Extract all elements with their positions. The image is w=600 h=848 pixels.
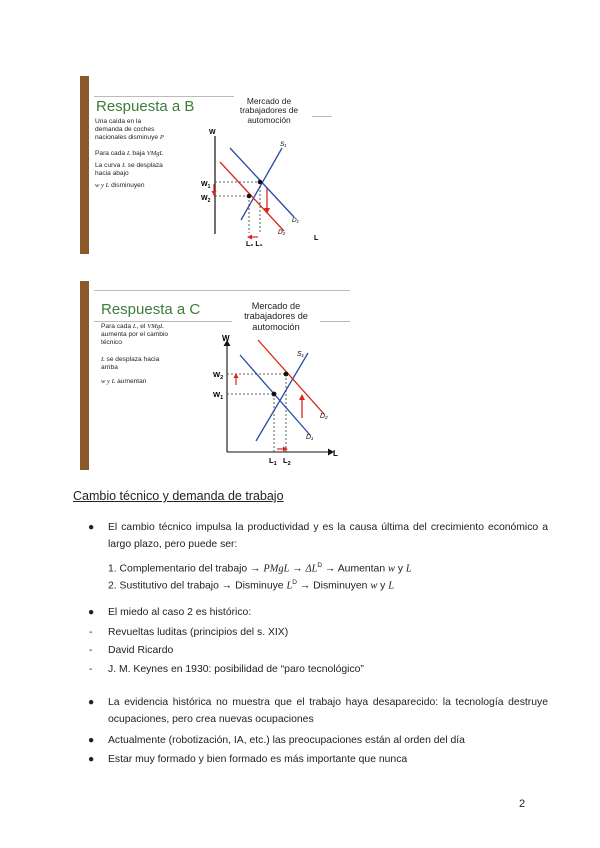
bullet-icon: ● [88,754,95,765]
section-title: Cambio técnico y demanda de trabajo [73,489,284,503]
tick-label-w2: $W_2$ [201,195,211,204]
curve-label-d2: D₂ [278,229,286,236]
tick-label-w1: $W_1$ [213,390,224,401]
bullet-text: El cambio técnico impulsa la productividad y es la causa última del crecimiento económico a largo plazo, pero puede ser: [108,522,548,550]
slide-title: Respuesta a B [96,98,195,115]
slide-bullet: Una caída en la demanda de coches nacionales disminuye P [95,118,164,142]
axis-label-w: W [209,129,216,136]
equilibrium-point [272,392,277,397]
market-label: Mercado de trabajadores de automoción [239,96,299,125]
quantity-arrow-icon [247,235,252,240]
tick-label-w1: $W_1$ [201,181,211,190]
bullet-icon: ● [88,697,95,708]
axis-label-l: L [333,449,338,458]
market-label: Mercado de trabajadores de automoción [244,301,308,332]
slide-respuesta-b [80,76,345,254]
equilibrium-point [258,180,263,185]
quantity-arrow-icon [283,447,288,452]
bullet-text: Estar muy formado y bien formado es más importante que nunca [108,754,408,765]
slide-bullet: L se desplaza hacia arriba [101,356,160,372]
dash-text: J. M. Keynes en 1930: posibilidad de “paro tecnológico” [108,664,364,675]
curve-label-s1: S₁ [297,351,304,358]
supply-curve-s1 [241,148,282,220]
curve-label-d2: D₂ [320,413,328,420]
tick-label-l1: $L_1$ [269,456,277,467]
tick-label-l2: $L_2$ [283,456,291,467]
slide-bullet: w y L disminuyen [95,182,145,189]
bullet-text: Actualmente (robotización, IA, etc.) las preocupaciones están al orden del día [108,735,465,746]
labor-market-chart-b [80,76,345,254]
equilibrium-point [284,372,289,377]
page-number: 2 [519,798,526,810]
slide-bullet: La curva L se desplaza hacia abajo [95,162,163,178]
bullet-icon: ● [88,522,95,533]
equilibrium-point [247,194,252,199]
slide-bullet: Para cada L baja VMgL [95,150,164,157]
curve-label-s1: S₁ [280,141,287,148]
labor-market-chart-c [80,281,355,470]
wage-arrow-icon [212,191,217,196]
slide-bullet: Para cada L, el VMgL aumenta por el cambio técnico [101,323,169,347]
tick-label-w2: $W_2$ [213,370,224,381]
slide-title: Respuesta a C [101,301,201,318]
dash-text: Revueltas luditas (principios del s. XIX) [108,627,289,638]
demand-curve-d2 [258,340,324,414]
bullet-icon: ● [88,607,95,618]
slide-respuesta-c [80,281,355,470]
bullet-icon: ● [88,735,95,746]
bullet-text: La evidencia histórica no muestra que el trabajo haya desaparecido: la tecnología destruye ocupaciones, pero crea nuevas ocupaciones [108,697,548,725]
axis-label-w: W [222,334,230,343]
dash-text: David Ricardo [108,645,174,656]
slide-bullet: w y L aumentan [101,378,147,385]
curve-label-d1: D₁ [306,434,314,441]
shift-arrow-icon [299,394,305,400]
tick-label-l: L₂ L₁ [246,241,263,248]
axis-label-l: L [314,235,319,242]
bullet-text: El miedo al caso 2 es histórico: [108,607,252,618]
curve-label-d1: D₁ [292,217,299,224]
wage-arrow-icon [234,373,239,378]
